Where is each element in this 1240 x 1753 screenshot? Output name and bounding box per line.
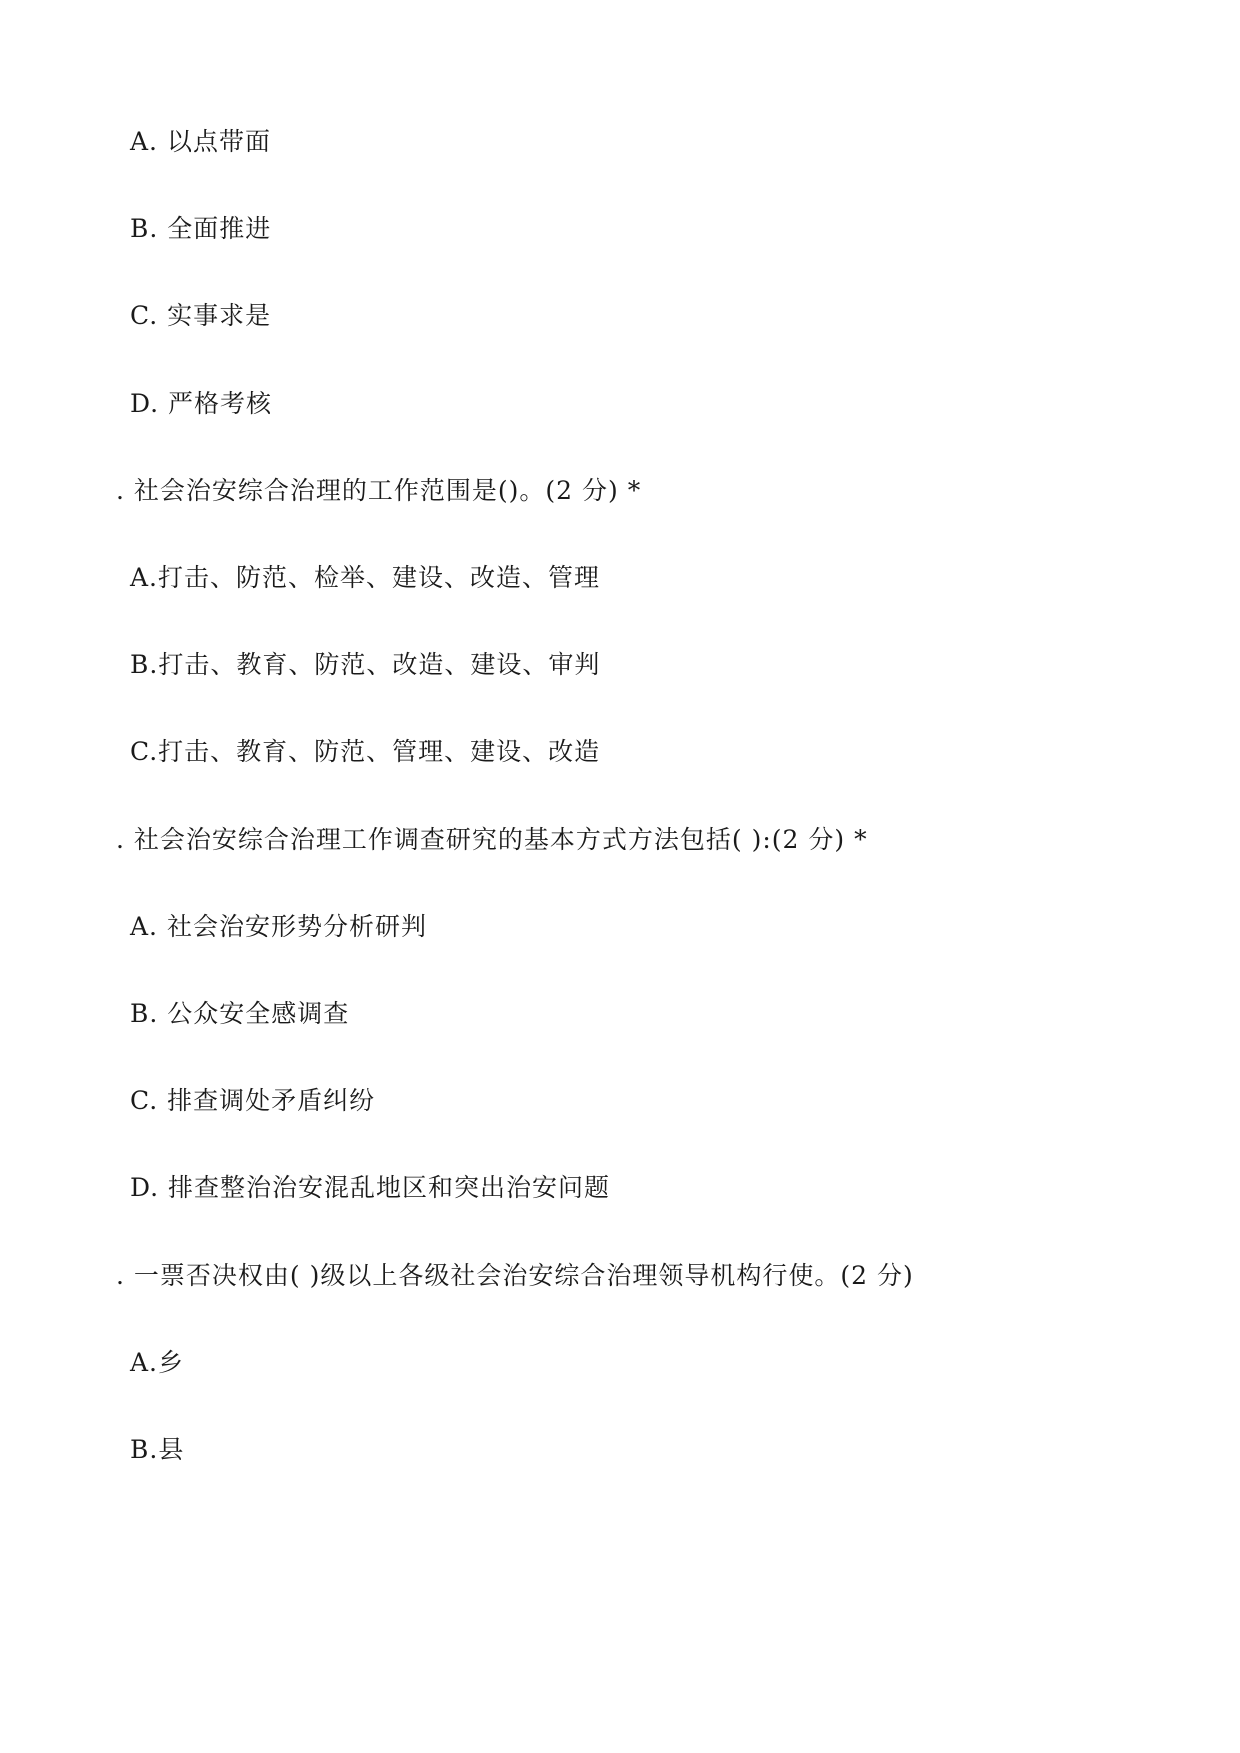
option-a-scope: A.打击、防范、检举、建设、改造、管理 — [130, 563, 601, 592]
option-c-dispute-mediation: C. 排查调处矛盾纠纷 — [130, 1086, 376, 1115]
option-a-township: A.乡 — [130, 1348, 185, 1377]
question-work-scope: . 社会治安综合治理的工作范围是()。(2 分) * — [116, 476, 642, 505]
option-b-full-advance: B. 全面推进 — [130, 214, 272, 243]
option-c-scope: C.打击、教育、防范、管理、建设、改造 — [130, 737, 601, 766]
option-d-rectify-disorder: D. 排查整治治安混乱地区和突出治安问题 — [130, 1173, 611, 1202]
option-b-public-safety-survey: B. 公众安全感调查 — [130, 999, 350, 1028]
question-veto-power: . 一票否决权由( )级以上各级社会治安综合治理领导机构行使。(2 分) — [116, 1261, 914, 1290]
option-d-strict-assessment: D. 严格考核 — [130, 389, 273, 418]
option-a-situation-analysis: A. 社会治安形势分析研判 — [130, 912, 427, 941]
option-b-scope: B.打击、教育、防范、改造、建设、审判 — [130, 650, 601, 679]
option-c-seek-truth: C. 实事求是 — [130, 301, 272, 330]
option-a-point-to-area: A. 以点带面 — [130, 127, 271, 156]
question-research-methods: . 社会治安综合治理工作调查研究的基本方式方法包括( ):(2 分) * — [116, 825, 868, 854]
option-b-county: B.县 — [130, 1435, 185, 1464]
